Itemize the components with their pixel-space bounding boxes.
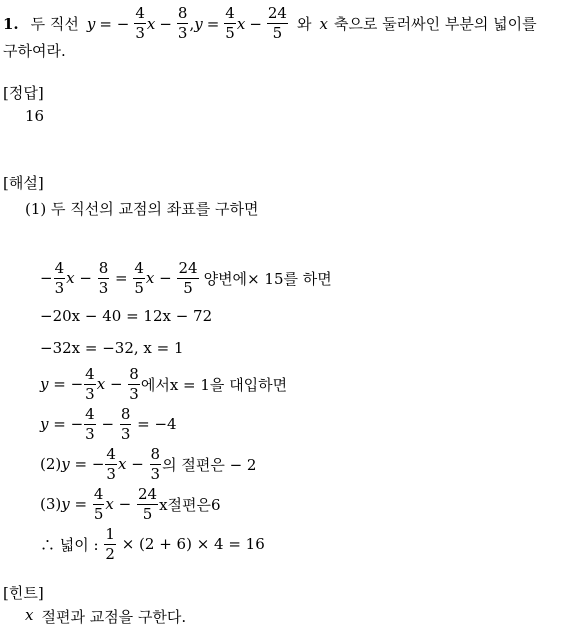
eq1-text: 양변에 [203, 269, 248, 288]
answer-label: [정답] [3, 84, 44, 102]
problem-text-b: 와 [296, 15, 312, 33]
fraction-8-3: $\frac{8}{3}$ [177, 4, 188, 42]
eq6-prefix: (2) [40, 455, 62, 473]
equation-3: −32x = −32, x = 1 [40, 339, 184, 357]
eq1-mult: × 15를 하면 [247, 269, 332, 288]
eq8-tail: × (2 + 6) × 4 = 16 [121, 535, 265, 553]
hint-text: 절편과 교점을 구한다. [41, 608, 187, 626]
math-minus: − [159, 14, 172, 33]
equation-6: (2) y = − $\frac{4}{3}$ x − $\frac{8}{3}$ 의 절편은 − 2 [40, 444, 257, 483]
math-y2: y [194, 14, 203, 33]
math-y: y [86, 14, 96, 33]
equation-1: − $\frac{4}{3}$ x − $\frac{8}{3}$ = $\frac{4}{5}$ x − $\frac{24}{5}$ 양변에 × 15를 하면 [40, 258, 332, 297]
equation-7: (3) y = $\frac{4}{5}$ x − $\frac{24}{5}$ x절편은6 [40, 484, 221, 523]
math-x: x [146, 14, 156, 33]
equation-4: y = − $\frac{4}{3}$ x − $\frac{8}{3}$ 에서 x = 1을 대입하면 [40, 364, 288, 403]
answer-value: 16 [25, 107, 45, 125]
equation-8: ∴ 넓이 : $\frac{1}{2}$ × (2 + 6) × 4 = 16 [40, 524, 265, 563]
eq7-prefix: (3) [40, 495, 62, 513]
hint-label: [힌트] [3, 584, 44, 602]
math-x-hint: x [25, 606, 34, 624]
problem-line-1 [3, 6, 537, 41]
math-x3: x [319, 14, 328, 33]
problem-number: 1. [3, 14, 19, 33]
math-comma: , [189, 14, 195, 33]
problem-line-2: 구하여라. [3, 42, 66, 60]
eq6-tail: 의 절편은 − 2 [162, 455, 257, 474]
fraction-4-3: $\frac{4}{3}$ [135, 4, 145, 42]
eq5-tail: = −4 [137, 415, 177, 433]
eq8-prefix: ∴ 넓이 : [40, 535, 99, 554]
eq7-tail: x절편은6 [159, 495, 221, 514]
math-minus2: − [249, 14, 262, 33]
fraction-4-5: $\frac{4}{5}$ [225, 4, 235, 42]
problem-text-a: 두 직선 [30, 15, 79, 33]
equation-2: −20x − 40 = 12x − 72 [40, 307, 213, 325]
eq4-text: 에서 [140, 375, 170, 394]
explanation-label: [해설] [3, 174, 44, 192]
math-x2: x [236, 14, 246, 33]
math-eq2: = [206, 14, 220, 33]
fraction-24-5: $\frac{24}{5}$ [267, 4, 287, 42]
eq4-tail: x = 1을 대입하면 [169, 375, 288, 394]
hint-line [25, 606, 186, 627]
equation-5: y = − $\frac{4}{3}$ − $\frac{8}{3}$ = −4 [40, 404, 177, 443]
explanation-step1: (1) 두 직선의 교점의 좌표를 구하면 [25, 200, 259, 218]
math-eq: = − [99, 14, 130, 33]
problem-text-c: 축으로 둘러싸인 부분의 넓이를 [333, 15, 537, 33]
